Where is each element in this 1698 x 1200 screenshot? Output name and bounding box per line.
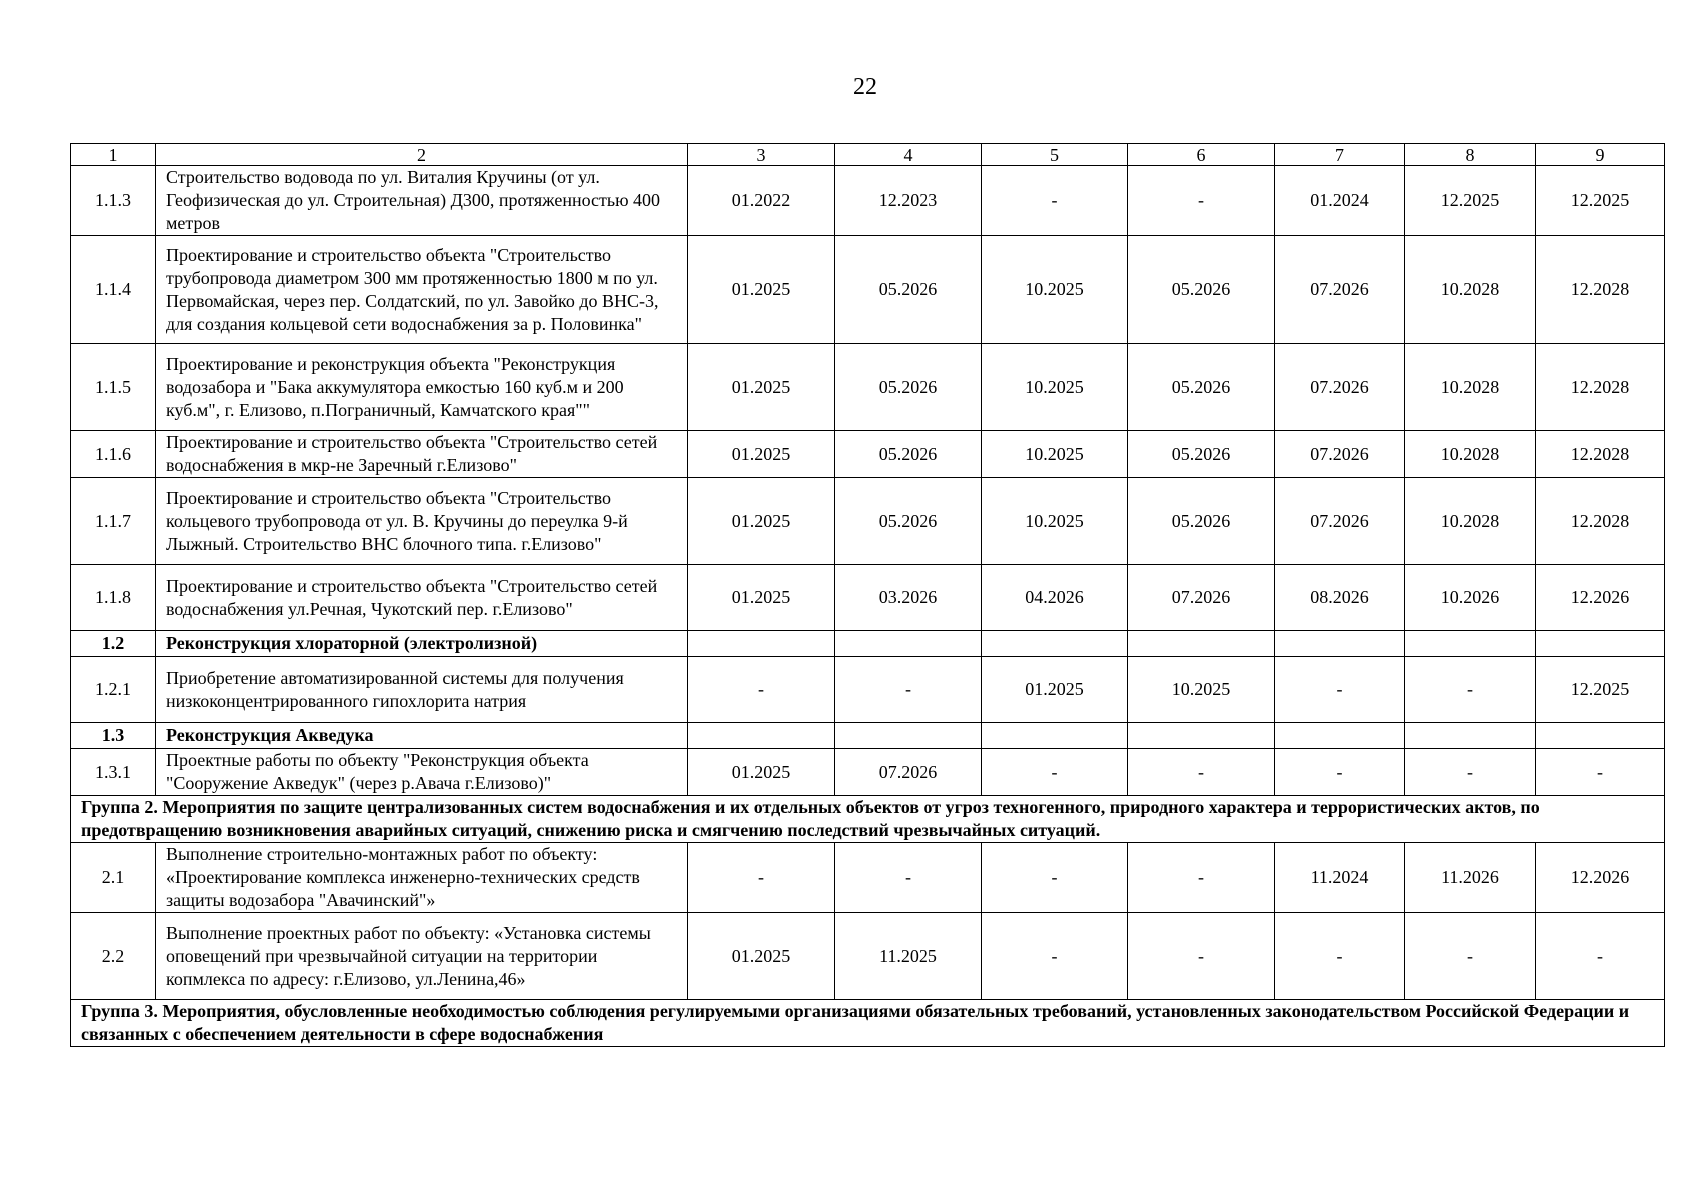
date-cell: 10.2025 xyxy=(1128,657,1275,723)
date-cell: 12.2025 xyxy=(1536,657,1665,723)
row-number: 1.2 xyxy=(71,631,156,657)
date-cell: - xyxy=(688,843,835,913)
date-cell: 10.2025 xyxy=(982,236,1128,344)
date-cell xyxy=(1128,723,1275,749)
column-header: 2 xyxy=(156,144,688,166)
date-cell xyxy=(688,723,835,749)
row-number: 1.1.6 xyxy=(71,431,156,478)
date-cell xyxy=(688,631,835,657)
date-cell xyxy=(1405,631,1536,657)
header-row xyxy=(71,144,1665,166)
row-description: Проектирование и строительство объекта "Строительство сетей водоснабжения ул.Речная, Чукотский пер. г.Елизово" xyxy=(156,565,688,631)
date-cell: 01.2022 xyxy=(688,166,835,236)
column-header: 6 xyxy=(1128,144,1275,166)
row-description: Проектирование и реконструкция объекта "Реконструкция водозабора и "Бака аккумулятора емкостью 160 куб.м и 200 куб.м", г. Елизово, п.Пограничный, Камчатского края"" xyxy=(156,344,688,431)
date-cell: 10.2025 xyxy=(982,431,1128,478)
date-cell: 12.2025 xyxy=(1405,166,1536,236)
date-cell: 05.2026 xyxy=(835,344,982,431)
date-cell xyxy=(1536,723,1665,749)
date-cell: 03.2026 xyxy=(835,565,982,631)
date-cell xyxy=(982,631,1128,657)
table-row xyxy=(71,657,1665,723)
column-header: 8 xyxy=(1405,144,1536,166)
date-cell: 07.2026 xyxy=(1275,478,1405,565)
date-cell: 05.2026 xyxy=(835,236,982,344)
row-number: 1.1.3 xyxy=(71,166,156,236)
group-heading-row xyxy=(71,1000,1665,1047)
date-cell: - xyxy=(1275,749,1405,796)
column-header: 4 xyxy=(835,144,982,166)
column-header: 7 xyxy=(1275,144,1405,166)
date-cell: 01.2025 xyxy=(688,236,835,344)
date-cell: 01.2025 xyxy=(688,344,835,431)
row-description: Проектные работы по объекту "Реконструкция объекта "Сооружение Акведук" (через р.Авача г.Елизово)" xyxy=(156,749,688,796)
row-description: Реконструкция Акведука xyxy=(156,723,688,749)
row-number: 1.1.5 xyxy=(71,344,156,431)
date-cell: 12.2023 xyxy=(835,166,982,236)
date-cell xyxy=(1128,631,1275,657)
row-number: 1.3 xyxy=(71,723,156,749)
table-row xyxy=(71,913,1665,1000)
date-cell: 10.2025 xyxy=(982,344,1128,431)
date-cell: - xyxy=(1536,913,1665,1000)
date-cell: - xyxy=(982,166,1128,236)
date-cell: - xyxy=(1128,166,1275,236)
date-cell xyxy=(1275,723,1405,749)
date-cell: 10.2028 xyxy=(1405,431,1536,478)
date-cell: 12.2028 xyxy=(1536,344,1665,431)
page-number: 22 xyxy=(853,74,877,100)
row-description: Выполнение проектных работ по объекту: «Установка системы оповещений при чрезвычайной ситуации на территории копмлекса по адресу: г.Елизово, ул.Ленина,46» xyxy=(156,913,688,1000)
row-number: 1.2.1 xyxy=(71,657,156,723)
date-cell xyxy=(982,723,1128,749)
date-cell: 10.2026 xyxy=(1405,565,1536,631)
date-cell: 01.2025 xyxy=(688,913,835,1000)
date-cell: - xyxy=(1128,913,1275,1000)
date-cell xyxy=(835,723,982,749)
group-heading: Группа 2. Мероприятия по защите централизованных систем водоснабжения и их отдельных объектов от угроз техногенного, природного характера и террористических актов, по предотвращению возникновения аварийных ситуаций, снижению риска и смягчению последствий чрезвычайных ситуаций. xyxy=(71,796,1665,843)
row-description: Строительство водовода по ул. Виталия Кручины (от ул. Геофизическая до ул. Строительная) Д300, протяженностью 400 метров xyxy=(156,166,688,236)
table-row xyxy=(71,749,1665,796)
date-cell: 07.2026 xyxy=(1128,565,1275,631)
column-header: 1 xyxy=(71,144,156,166)
date-cell: 10.2028 xyxy=(1405,478,1536,565)
date-cell: - xyxy=(1275,913,1405,1000)
row-number: 1.3.1 xyxy=(71,749,156,796)
date-cell: 05.2026 xyxy=(1128,236,1275,344)
table-row xyxy=(71,344,1665,431)
column-header: 9 xyxy=(1536,144,1665,166)
row-number: 1.1.8 xyxy=(71,565,156,631)
date-cell: - xyxy=(688,657,835,723)
date-cell xyxy=(1275,631,1405,657)
row-number: 2.1 xyxy=(71,843,156,913)
date-cell: 07.2026 xyxy=(1275,431,1405,478)
date-cell: - xyxy=(982,843,1128,913)
date-cell: - xyxy=(1405,749,1536,796)
row-number: 2.2 xyxy=(71,913,156,1000)
date-cell: 12.2028 xyxy=(1536,478,1665,565)
date-cell: - xyxy=(1405,657,1536,723)
date-cell: - xyxy=(1536,749,1665,796)
date-cell: 10.2028 xyxy=(1405,236,1536,344)
date-cell: - xyxy=(1405,913,1536,1000)
date-cell: - xyxy=(1275,657,1405,723)
date-cell: 01.2025 xyxy=(688,431,835,478)
date-cell: 12.2025 xyxy=(1536,166,1665,236)
row-description: Проектирование и строительство объекта "Строительство кольцевого трубопровода от ул. В. Кручины до переулка 9-й Лыжный. Строительство ВНС блочного типа. г.Елизово" xyxy=(156,478,688,565)
group-heading-row xyxy=(71,796,1665,843)
date-cell: 01.2024 xyxy=(1275,166,1405,236)
date-cell: 11.2024 xyxy=(1275,843,1405,913)
date-cell: 05.2026 xyxy=(1128,344,1275,431)
date-cell: 07.2026 xyxy=(1275,236,1405,344)
date-cell xyxy=(1405,723,1536,749)
date-cell: 05.2026 xyxy=(1128,478,1275,565)
date-cell: 12.2028 xyxy=(1536,431,1665,478)
row-description: Реконструкция хлораторной (электролизной) xyxy=(156,631,688,657)
date-cell: 11.2025 xyxy=(835,913,982,1000)
table-row xyxy=(71,565,1665,631)
row-number: 1.1.7 xyxy=(71,478,156,565)
column-header: 5 xyxy=(982,144,1128,166)
table-row xyxy=(71,431,1665,478)
row-number: 1.1.4 xyxy=(71,236,156,344)
section-row xyxy=(71,723,1665,749)
date-cell: 07.2026 xyxy=(835,749,982,796)
date-cell: 01.2025 xyxy=(982,657,1128,723)
date-cell: 05.2026 xyxy=(1128,431,1275,478)
column-header: 3 xyxy=(688,144,835,166)
table-row xyxy=(71,843,1665,913)
date-cell: 08.2026 xyxy=(1275,565,1405,631)
date-cell: - xyxy=(1128,843,1275,913)
group-heading: Группа 3. Мероприятия, обусловленные необходимостью соблюдения регулируемыми организациями обязательных требований, установленных законодательством Российской Федерации и связанных с обеспечением деятельности в сфере водоснабжения xyxy=(71,1000,1665,1047)
date-cell: 01.2025 xyxy=(688,478,835,565)
schedule-table xyxy=(70,143,1665,1047)
date-cell: - xyxy=(835,657,982,723)
date-cell xyxy=(835,631,982,657)
date-cell xyxy=(1536,631,1665,657)
row-description: Проектирование и строительство объекта "Строительство сетей водоснабжения в мкр-не Заречный г.Елизово" xyxy=(156,431,688,478)
table-row xyxy=(71,166,1665,236)
date-cell: 10.2028 xyxy=(1405,344,1536,431)
date-cell: 11.2026 xyxy=(1405,843,1536,913)
table-row xyxy=(71,478,1665,565)
row-description: Приобретение автоматизированной системы для получения низкоконцентрированного гипохлорита натрия xyxy=(156,657,688,723)
date-cell: 12.2026 xyxy=(1536,565,1665,631)
table-row xyxy=(71,236,1665,344)
row-description: Выполнение строительно-монтажных работ по объекту: «Проектирование комплекса инженерно-технических средств защиты водозабора "Авачинский"» xyxy=(156,843,688,913)
section-row xyxy=(71,631,1665,657)
date-cell: - xyxy=(982,913,1128,1000)
date-cell: 04.2026 xyxy=(982,565,1128,631)
date-cell: - xyxy=(835,843,982,913)
row-description: Проектирование и строительство объекта "Строительство трубопровода диаметром 300 мм протяженностью 1800 м по ул. Первомайская, через пер. Солдатский, по ул. Завойко до ВНС-3, для создания кольцевой сети водоснабжения за р. Половинка" xyxy=(156,236,688,344)
date-cell: 12.2028 xyxy=(1536,236,1665,344)
date-cell: 01.2025 xyxy=(688,565,835,631)
date-cell: - xyxy=(1128,749,1275,796)
date-cell: 07.2026 xyxy=(1275,344,1405,431)
date-cell: 12.2026 xyxy=(1536,843,1665,913)
date-cell: 05.2026 xyxy=(835,431,982,478)
date-cell: - xyxy=(982,749,1128,796)
date-cell: 05.2026 xyxy=(835,478,982,565)
date-cell: 01.2025 xyxy=(688,749,835,796)
date-cell: 10.2025 xyxy=(982,478,1128,565)
